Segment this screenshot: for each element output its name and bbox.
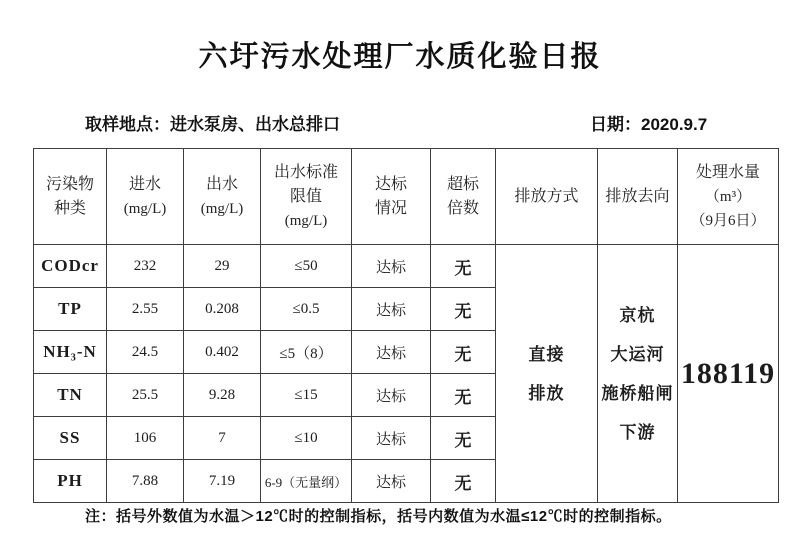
pollutant-codcr: CODcr [34,245,107,288]
status-value: 达标 [352,460,431,503]
header-discharge-destination: 排放去向 [598,149,678,245]
limit-value: ≤5（8） [261,331,352,374]
header-compliance-status: 达标 情况 [352,149,431,245]
discharge-destination-cell: 京杭 大运河 施桥船闸 下游 [598,245,678,503]
pollutant-nh3n: NH₃-N [34,331,107,374]
sampling-location-label: 取样地点：进水泵房、出水总排口 [85,115,340,134]
outflow-value: 9.28 [184,374,261,417]
status-value: 达标 [352,288,431,331]
exceed-value: 无 [431,331,496,374]
table-row [34,245,779,288]
header-inflow: 进水 (mg/L) [107,149,184,245]
status-value: 达标 [352,374,431,417]
discharge-method-cell: 直接 排放 [496,245,598,503]
exceed-value: 无 [431,374,496,417]
treated-volume-cell: 188119 [678,245,779,503]
outflow-value: 0.402 [184,331,261,374]
header-outflow-standard-limit: 出水标准 限值 (mg/L) [261,149,352,245]
status-value: 达标 [352,245,431,288]
inflow-value: 232 [107,245,184,288]
inflow-value: 2.55 [107,288,184,331]
outflow-value: 7 [184,417,261,460]
status-value: 达标 [352,417,431,460]
limit-value: ≤10 [261,417,352,460]
header-discharge-method: 排放方式 [496,149,598,245]
limit-value: ≤0.5 [261,288,352,331]
status-value: 达标 [352,331,431,374]
exceed-value: 无 [431,460,496,503]
report-date-label: 日期：2020.9.7 [590,115,708,134]
header-outflow: 出水 (mg/L) [184,149,261,245]
header-exceedance-multiple: 超标 倍数 [431,149,496,245]
inflow-value: 106 [107,417,184,460]
outflow-value: 7.19 [184,460,261,503]
page-title: 六圩污水处理厂水质化验日报 [198,41,602,73]
pollutant-ph: PH [34,460,107,503]
pollutant-tn: TN [34,374,107,417]
outflow-value: 29 [184,245,261,288]
header-pollutant-type: 污染物 种类 [34,149,107,245]
inflow-value: 25.5 [107,374,184,417]
pollutant-tp: TP [34,288,107,331]
outflow-value: 0.208 [184,288,261,331]
inflow-value: 7.88 [107,460,184,503]
exceed-value: 无 [431,288,496,331]
limit-value: ≤15 [261,374,352,417]
meta-row [0,110,800,134]
exceed-value: 无 [431,245,496,288]
inflow-value: 24.5 [107,331,184,374]
footnote: 注：括号外数值为水温＞12℃时的控制指标，括号内数值为水温≤12℃时的控制指标。 [85,508,672,525]
limit-value: ≤50 [261,245,352,288]
table-header-row [34,149,779,245]
header-treated-water-volume: 处理水量 （m³） （9月6日） [678,149,779,245]
limit-value: 6-9（无量纲） [261,460,352,503]
exceed-value: 无 [431,417,496,460]
water-quality-table [33,148,779,503]
pollutant-ss: SS [34,417,107,460]
